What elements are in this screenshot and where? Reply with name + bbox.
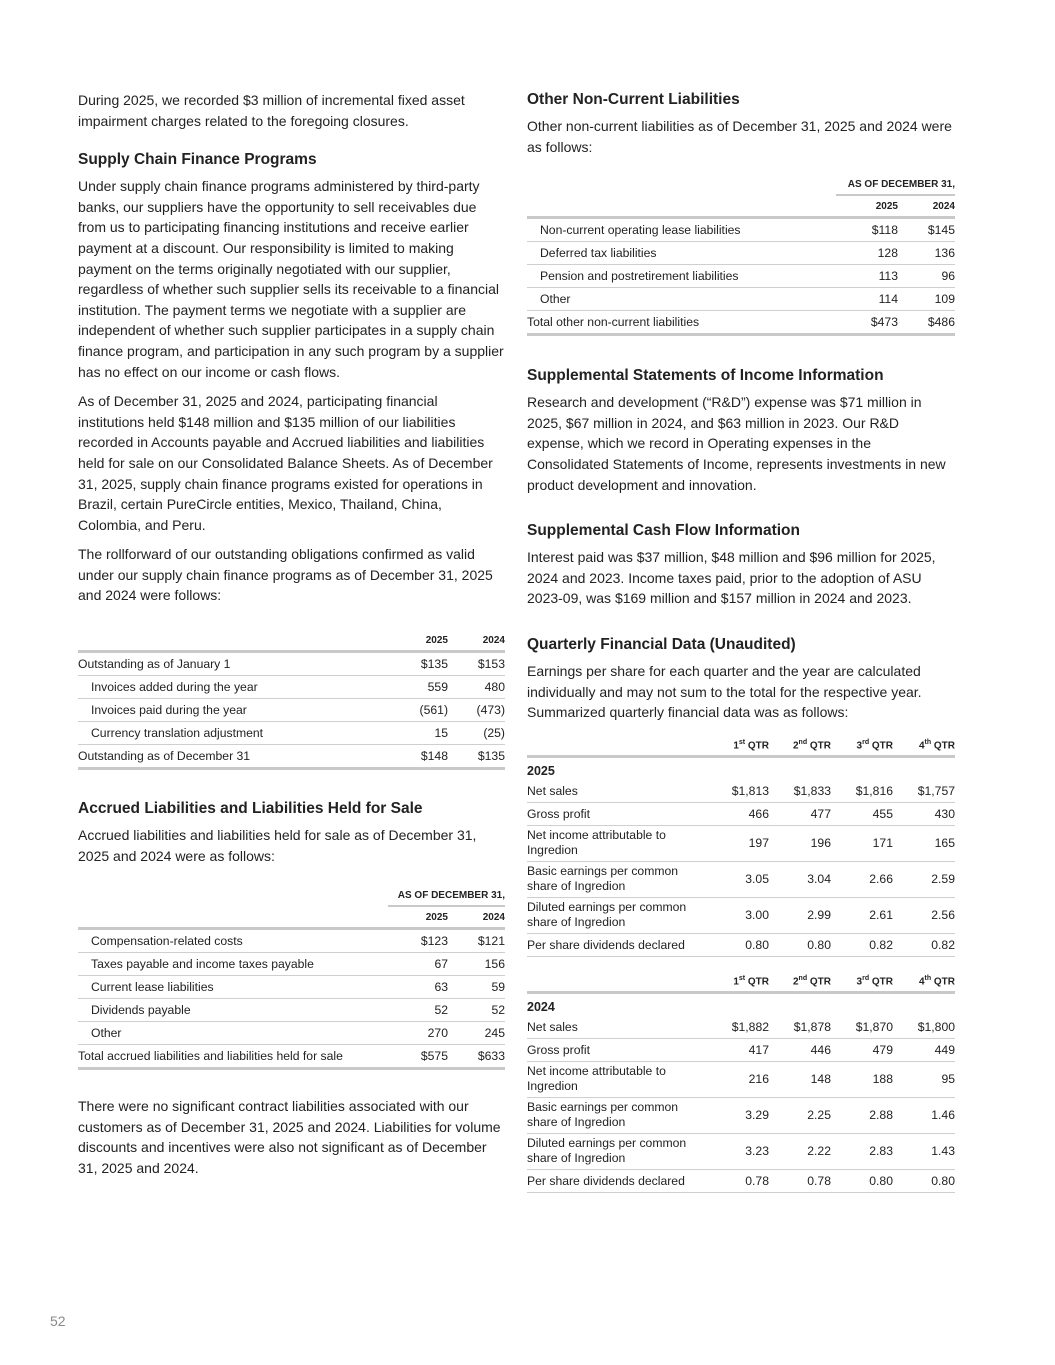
table-row: Basic earnings per common share of Ingredion 3.29 2.25 2.88 1.46	[527, 1097, 955, 1133]
accrued-paragraph-2: There were no significant contract liabilities associated with our customers as of December 31, 2025 and 2024. Liabilities for volume discounts and incentives were also not significant as of December 31, 2025 and 2024.	[78, 1098, 501, 1177]
left-column	[78, 90, 505, 1188]
table-row: Currency translation adjustment 15 (25)	[78, 722, 505, 745]
cash-flow-heading: Supplemental Cash Flow Information	[527, 522, 800, 540]
scf-paragraph-1: Under supply chain finance programs administered by third-party banks, our suppliers have the opportunity to sell receivables due from us to participating financing institutions and receive earlier payment at a discount. Our responsibility is limited to making payment on the terms originally negotiated with our supplier, regardless of whether such supplier sells its receivable to a financial institution. The payment terms we negotiate with a supplier are independent of whether such supplier participates in a supply chain finance program, and participation in any such program by a supplier has no effect on our income or cash flows.	[78, 178, 504, 380]
accrued-paragraph-1: Accrued liabilities and liabilities held for sale as of December 31, 2025 and 2024 were as follows:	[78, 827, 477, 864]
col-header-q2: 2nd QTR	[792, 974, 831, 987]
scf-paragraph-3: The rollforward of our outstanding obligations confirmed as valid under our supply chain finance programs as of December 31, 2025 and 2024 were follows:	[78, 546, 493, 604]
oncl-table	[527, 179, 955, 336]
table-row: Diluted earnings per common share of Ingredion 3.00 2.99 2.61 2.56	[527, 897, 955, 933]
as-of-header: AS OF DECEMBER 31,	[388, 890, 505, 906]
year-label-2025: 2025	[527, 763, 555, 778]
table-total-row: Outstanding as of December 31 $148 $135	[78, 745, 505, 769]
year-label-2024: 2024	[527, 999, 555, 1014]
table-row: Non-current operating lease liabilities $118 $145	[527, 218, 955, 242]
table-row: Outstanding as of January 1 $135 $153	[78, 652, 505, 676]
quarterly-table-2025	[527, 735, 955, 957]
col-header-q3: 3rd QTR	[856, 974, 893, 987]
table-row: Diluted earnings per common share of Ingredion 3.23 2.22 2.83 1.43	[527, 1133, 955, 1169]
right-column	[527, 90, 955, 1193]
oncl-heading: Other Non-Current Liabilities	[527, 91, 740, 108]
table-row: Other 270 245	[78, 1022, 505, 1045]
table-row: Gross profit 417 446 479 449	[527, 1038, 955, 1061]
col-header-2024: 2024	[482, 634, 505, 646]
quarterly-table-2024	[527, 971, 955, 1193]
scf-paragraph-2: As of December 31, 2025 and 2024, participating financial institutions held $148 million and $135 million of our liabilities recorded in Accounts payable and Accrued liabilities and liabilities held for sale on our Consolidated Balance Sheets. As of December 31, 2025, supply chain finance programs existed for operations in Brazil, certain PureCircle entities, Mexico, Thailand, China, Colombia, and Peru.	[78, 393, 493, 533]
scf-rollforward-table	[78, 630, 505, 770]
accrued-liabilities-table	[78, 890, 505, 1070]
intro-paragraph: During 2025, we recorded $3 million of incremental fixed asset impairment charges related to the foregoing closures.	[78, 92, 465, 129]
table-row: Gross profit 466 477 455 430	[527, 802, 955, 825]
accrued-heading: Accrued Liabilities and Liabilities Held for Sale	[78, 800, 423, 818]
col-header-2024: 2024	[932, 200, 955, 212]
oncl-paragraph: Other non-current liabilities as of December 31, 2025 and 2024 were as follows:	[527, 118, 952, 155]
income-heading: Supplemental Statements of Income Information	[527, 367, 884, 385]
income-paragraph: Research and development (“R&D”) expense was $71 million in 2025, $67 million in 2024, and $63 million in 2023. Our R&D expense, which we record in Operating expenses in the Consolidated Statements of Income, represents investments in new product development and innovation.	[527, 394, 946, 493]
table-row: Pension and postretirement liabilities 113 96	[527, 265, 955, 288]
col-header-q2: 2nd QTR	[792, 738, 831, 751]
col-header-q1: 1st QTR	[733, 738, 769, 751]
table-row: Invoices added during the year 559 480	[78, 676, 505, 699]
quarterly-heading: Quarterly Financial Data (Unaudited)	[527, 635, 796, 653]
table-row: Invoices paid during the year (561) (473)	[78, 699, 505, 722]
table-row: Net income attributable to Ingredion 197 196 171 165	[527, 825, 955, 861]
col-header-2025: 2025	[425, 634, 448, 646]
table-row: Other 114 109	[527, 288, 955, 311]
table-row: Net income attributable to Ingredion 216 148 188 95	[527, 1061, 955, 1097]
table-total-row: Total accrued liabilities and liabilities held for sale $575 $633	[78, 1045, 505, 1069]
col-header-q1: 1st QTR	[733, 974, 769, 987]
table-row: Net sales $1,882 $1,878 $1,870 $1,800	[527, 1016, 955, 1039]
table-row: Current lease liabilities 63 59	[78, 976, 505, 999]
cash-flow-paragraph: Interest paid was $37 million, $48 million and $96 million for 2025, 2024 and 2023. Income taxes paid, prior to the adoption of ASU 2023-09, was $169 million and $157 million in 2024 and 2023.	[527, 549, 936, 607]
col-header-q3: 3rd QTR	[856, 738, 893, 751]
table-row: Per share dividends declared 0.78 0.78 0.80 0.80	[527, 1169, 955, 1192]
table-row: Taxes payable and income taxes payable 67 156	[78, 953, 505, 976]
table-total-row: Total other non-current liabilities $473 $486	[527, 311, 955, 335]
table-row: Per share dividends declared 0.80 0.80 0.82 0.82	[527, 933, 955, 956]
table-row: Basic earnings per common share of Ingredion 3.05 3.04 2.66 2.59	[527, 861, 955, 897]
col-header-2025: 2025	[875, 200, 898, 212]
table-row: Net sales $1,813 $1,833 $1,816 $1,757	[527, 780, 955, 803]
col-header-q4: 4th QTR	[918, 738, 955, 751]
col-header-q4: 4th QTR	[918, 974, 955, 987]
quarterly-paragraph: Earnings per share for each quarter and the year are calculated individually and may not sum to the total for the respective year. Summarized quarterly financial data was as follows:	[527, 662, 922, 721]
scf-heading: Supply Chain Finance Programs	[78, 151, 317, 169]
table-row: Dividends payable 52 52	[78, 999, 505, 1022]
page-number: 52	[50, 1313, 66, 1329]
table-row: Compensation-related costs $123 $121	[78, 929, 505, 953]
col-header-2024: 2024	[482, 911, 505, 923]
table-row: Deferred tax liabilities 128 136	[527, 242, 955, 265]
as-of-header: AS OF DECEMBER 31,	[836, 179, 955, 195]
col-header-2025: 2025	[425, 911, 448, 923]
